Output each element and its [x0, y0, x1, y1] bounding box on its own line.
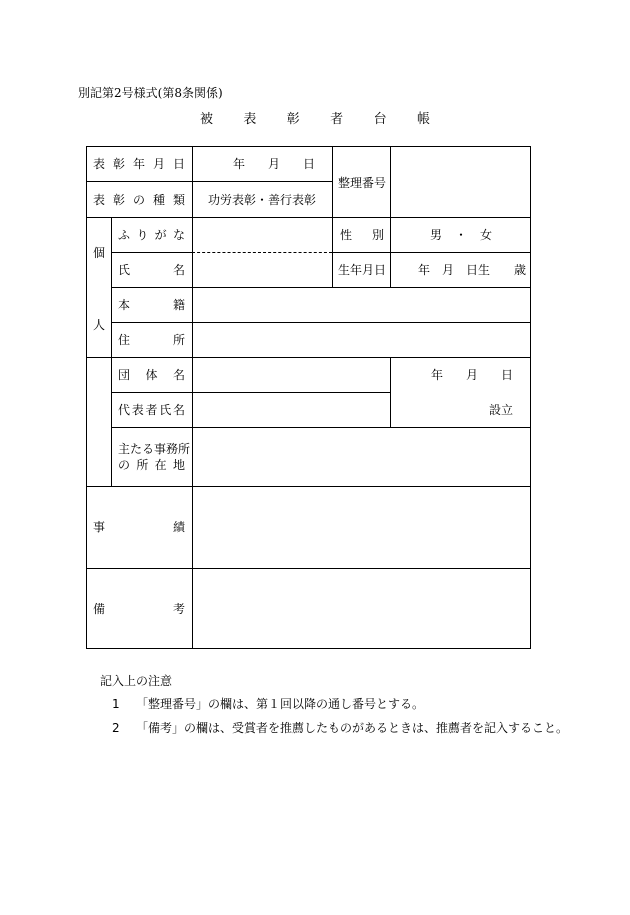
furigana-label: ふ り が な — [118, 228, 185, 242]
row-divider — [332, 252, 530, 253]
row-divider — [111, 392, 390, 393]
achievements-label: 事 績 — [93, 520, 185, 534]
gender-label: 性 別 — [340, 228, 384, 242]
row-divider — [111, 427, 530, 428]
column-divider — [390, 217, 391, 287]
establishment-date: 年 月 日 — [431, 368, 513, 382]
title-char: 表 — [243, 112, 257, 127]
award-date-value: 年 月 日 — [233, 157, 315, 171]
column-divider — [390, 147, 391, 217]
registry-form-table — [86, 146, 531, 649]
office-location-label-line1: 主たる事務所 — [118, 442, 191, 456]
award-type-value: 功労表彰・善行表彰 — [208, 193, 317, 207]
title-char: 彰 — [286, 112, 300, 127]
title-char: 台 — [373, 112, 387, 127]
title-char: 者 — [330, 112, 344, 127]
representative-name-label: 代 表 者 氏 名 — [118, 403, 185, 417]
note-item — [112, 719, 568, 736]
registry-number-label: 整理番号 — [338, 176, 387, 190]
establishment-label: 設立 — [489, 403, 514, 417]
award-type-label: 表 彰 の 種 類 — [93, 193, 185, 207]
row-divider — [111, 252, 192, 253]
document-title — [200, 108, 430, 127]
note-number: 1 — [112, 697, 120, 711]
column-divider — [111, 357, 112, 486]
furigana-dashed-divider — [192, 252, 332, 253]
note-item — [112, 695, 424, 712]
birthdate-value: 年 月 日生 歳 — [418, 263, 527, 277]
note-text: 「備考」の欄は、受賞者を推薦したものがあるときは、推薦者を記入すること。 — [136, 721, 569, 735]
row-divider — [87, 486, 530, 487]
domicile-label: 本 籍 — [118, 298, 185, 312]
individual-section-label-2: 人 — [93, 318, 106, 332]
office-location-label-line2: の 所 在 地 — [118, 458, 185, 472]
award-date-label: 表 彰 年 月 日 — [93, 157, 185, 171]
column-divider — [390, 357, 391, 427]
column-divider — [192, 147, 193, 648]
row-divider — [111, 322, 530, 323]
note-text: 「整理番号」の欄は、第１回以降の通し番号とする。 — [136, 697, 425, 711]
notes-title: 記入上の注意 — [100, 674, 173, 688]
title-char: 被 — [200, 112, 214, 127]
form-number-label: 別記第2号様式(第8条関係) — [78, 86, 223, 100]
row-divider — [87, 181, 332, 182]
remarks-label: 備 考 — [93, 602, 185, 616]
row-divider — [87, 357, 530, 358]
gender-value: 男 ・ 女 — [430, 228, 492, 242]
column-divider — [111, 217, 112, 357]
individual-section-label-1: 個 — [93, 246, 106, 260]
row-divider — [87, 217, 530, 218]
birthdate-label: 生年月日 — [338, 263, 387, 277]
title-char: 帳 — [416, 112, 430, 127]
row-divider — [87, 568, 530, 569]
name-label: 氏 名 — [118, 263, 185, 277]
note-number: 2 — [112, 721, 120, 735]
row-divider — [111, 287, 530, 288]
column-divider — [332, 147, 333, 287]
group-name-label: 団 体 名 — [118, 368, 185, 382]
address-label: 住 所 — [118, 333, 185, 347]
